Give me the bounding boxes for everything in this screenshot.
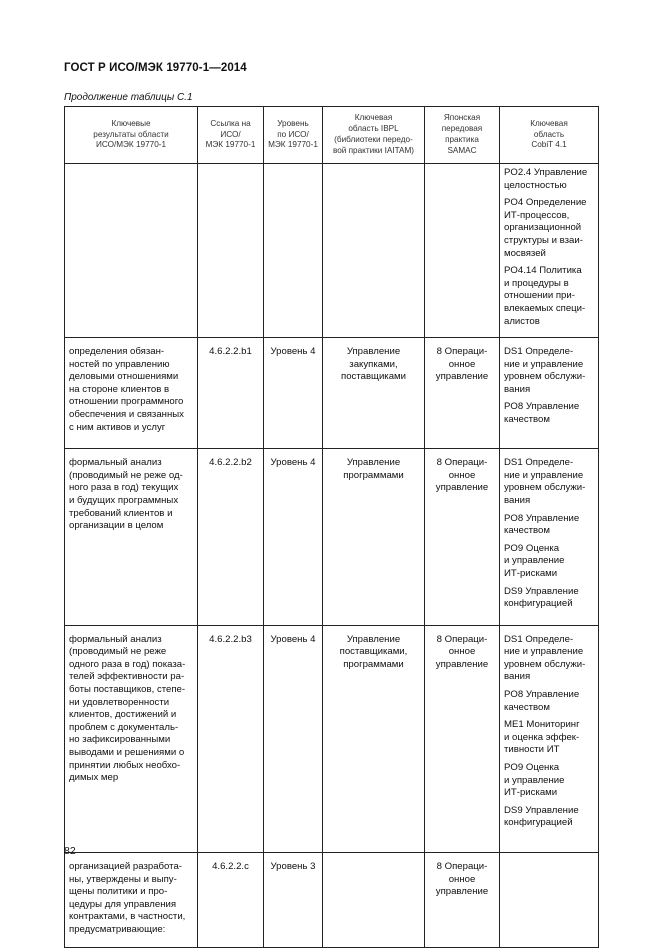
cobit-entry: DS1 Определе- ние и управление уровнем обслужи- вания: [504, 633, 586, 683]
cell-reference: 4.6.2.2.b3: [198, 625, 264, 852]
table-row: [65, 164, 599, 338]
cell-ibpl: Управление закупками, поставщиками: [323, 338, 425, 449]
column-header-reference: Ссылка на ИСО/ МЭК 19770-1: [198, 107, 264, 164]
cell-key-result: формальный анализ (проводимый не реже одного раза в год) показа- телей эффективности ра- боты поставщиков, степе- ни удовлетворенности клиентов, достижений и проблем с документаль- но зафиксированными выводами и решениями о принятии любых необхо- димых мер: [65, 625, 198, 852]
cell-samac: 8 Операци- онное управление: [425, 625, 500, 852]
cell-cobit: [500, 449, 599, 626]
cell-level: Уровень 4: [264, 625, 323, 852]
cell-level: Уровень 4: [264, 449, 323, 626]
cobit-entry: PO8 Управление качеством: [504, 401, 580, 425]
cell-ibpl: Управление программами: [323, 449, 425, 626]
cell-key-result: [65, 164, 198, 338]
table-caption: Продолжение таблицы С.1: [64, 92, 193, 103]
cobit-entry: PO2.4 Управление целостностью: [504, 167, 588, 191]
cobit-entry: DS1 Определе- ние и управление уровнем обслужи- вания: [504, 457, 586, 506]
cobit-entry: PO4 Определение ИТ-процессов, организационной структуры и взаи- мосвязей: [504, 197, 587, 259]
cobit-entry: PO8 Управление качеством: [504, 689, 580, 713]
document-title: ГОСТ Р ИСО/МЭК 19770-1—2014: [64, 62, 247, 74]
table-row: [65, 449, 599, 626]
cell-cobit: [500, 164, 599, 338]
cell-samac: [425, 164, 500, 338]
cobit-entry: DS9 Управление конфигурацией: [504, 804, 579, 829]
cell-samac: 8 Операци- онное управление: [425, 853, 500, 948]
cell-level: Уровень 3: [264, 853, 323, 948]
table-header-row: [65, 107, 599, 164]
cell-samac: 8 Операци- онное управление: [425, 338, 500, 449]
column-header-key-results: Ключевые результаты области ИСО/МЭК 19770-1: [65, 107, 198, 164]
cobit-entry: ME1 Мониторинг и оценка эффек- тивности ИТ: [504, 719, 580, 756]
cell-reference: [198, 164, 264, 338]
cell-reference: 4.6.2.2.b1: [198, 338, 264, 449]
column-header-ibpl: Ключевая область IBPL (библиотеки передо- вой практики IAITAM): [323, 107, 425, 164]
cell-ibpl: [323, 164, 425, 338]
cobit-entry: PO8 Управление качеством: [504, 512, 580, 537]
cobit-entry: PO9 Оценка и управление ИТ-рисками: [504, 542, 565, 579]
page-number: 82: [64, 845, 76, 857]
cobit-entry: PO4.14 Политика и процедуры в отношении при- влекаемых специ- алистов: [504, 265, 586, 327]
cobit-entry: PO9 Оценка и управление ИТ-рисками: [504, 762, 565, 799]
cell-key-result: формальный анализ (проводимый не реже од- ного раза в год) текущих и будущих программных требований клиентов и организации в целом: [65, 449, 198, 626]
cell-cobit: [500, 338, 599, 449]
cell-reference: 4.6.2.2.c: [198, 853, 264, 948]
cell-key-result: определения обязан- ностей по управлению деловыми отношениями на стороне клиентов в отношении программного обеспечения и связанных с ним активов и услуг: [65, 338, 198, 449]
column-header-cobit: Ключевая область CobiT 4.1: [500, 107, 599, 164]
cell-key-result: организацией разработа- ны, утверждены и выпу- щены политики и про- цедуры для управления контрактами, в частности, предусматривающие:: [65, 853, 198, 948]
cobit-entry: DS1 Определе- ние и управление уровнем обслужи- вания: [504, 346, 586, 395]
cell-ibpl: Управление поставщиками, программами: [323, 625, 425, 852]
cell-cobit: [500, 625, 599, 852]
cell-ibpl: [323, 853, 425, 948]
table-row: [65, 853, 599, 948]
column-header-samac: Японская передовая практика SAMAC: [425, 107, 500, 164]
correspondence-table: [64, 106, 599, 948]
table-row: [65, 338, 599, 449]
cell-cobit: [500, 853, 599, 948]
table-row: [65, 625, 599, 852]
cell-reference: 4.6.2.2.b2: [198, 449, 264, 626]
cell-level: Уровень 4: [264, 338, 323, 449]
column-header-level: Уровень по ИСО/ МЭК 19770-1: [264, 107, 323, 164]
cell-level: [264, 164, 323, 338]
cobit-entry: DS9 Управление конфигурацией: [504, 585, 579, 610]
cell-samac: 8 Операци- онное управление: [425, 449, 500, 626]
